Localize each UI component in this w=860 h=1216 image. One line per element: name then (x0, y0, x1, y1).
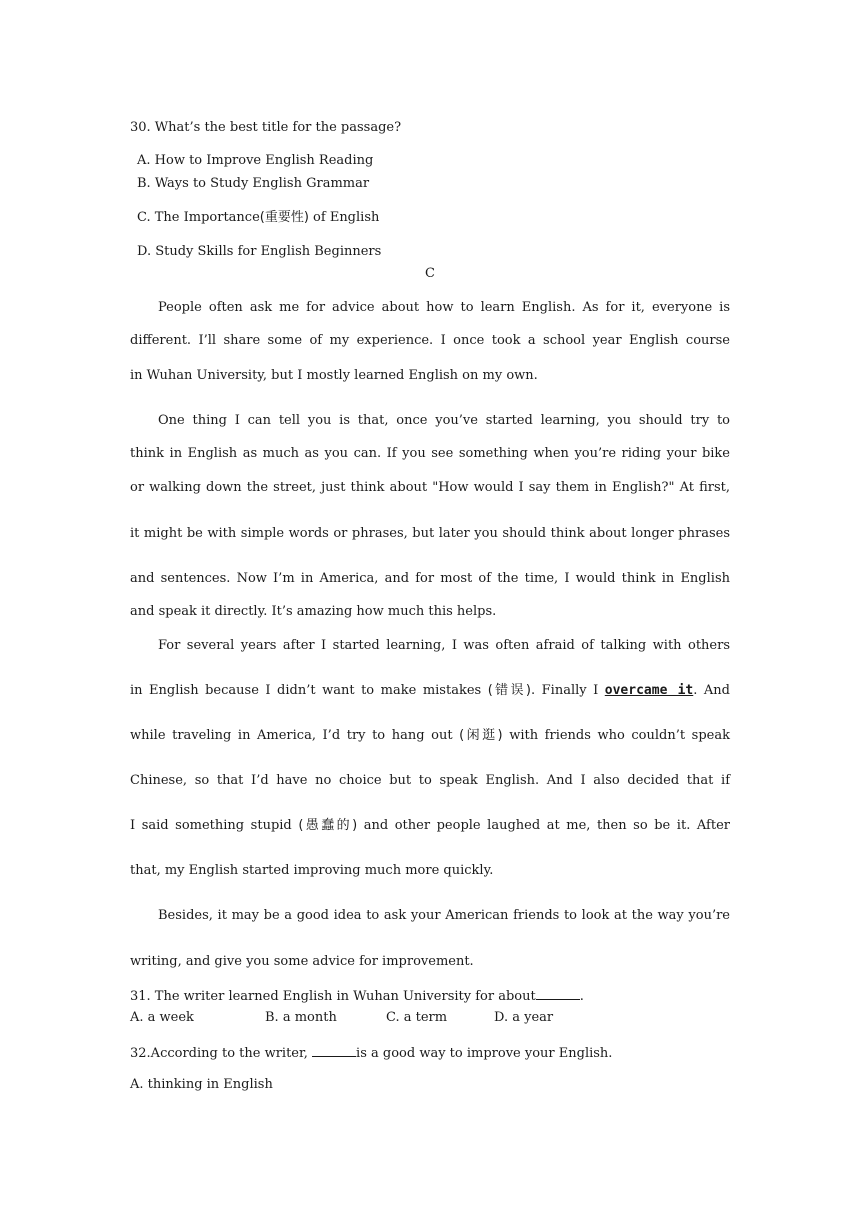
p1-line-2: different. I’ll share some of my experience. I once took a school year English course (130, 333, 730, 348)
p3-line-5-text-b: and other people laughed at me, then so be it. After (357, 818, 730, 833)
p3-line-5 (130, 818, 730, 834)
p3-line-3-text-b: with friends who couldn’t speak (502, 728, 730, 743)
p2-line-5: and sentences. Now I’m in America, and for most of the time, I would think in English (130, 571, 730, 586)
p1-line-1: People often ask me for advice about how to learn English. As for it, everyone is (158, 300, 730, 315)
q30-option-a[interactable]: A. How to Improve English Reading (137, 153, 374, 168)
q31-option-b[interactable]: B. a month (265, 1010, 337, 1025)
p3-line-2-text: in English because I didn’t want to make mistakes (130, 683, 488, 698)
p1-line-3: in Wuhan University, but I mostly learned English on my own. (130, 368, 538, 383)
q32-question (130, 1044, 612, 1062)
p4-line-1: Besides, it may be a good idea to ask your American friends to look at the way you’re (158, 908, 730, 923)
q30-option-d[interactable]: D. Study Skills for English Beginners (137, 244, 382, 259)
p3-line-6: that, my English started improving much more quickly. (130, 863, 494, 878)
p4-line-2: writing, and give you some advice for improvement. (130, 954, 474, 969)
p2-line-4: it might be with simple words or phrases, but later you should think about longer phrases (130, 526, 730, 541)
q32-option-a[interactable]: A. thinking in English (130, 1077, 273, 1092)
q31-question (130, 987, 584, 1005)
section-label: C (425, 266, 435, 281)
p3-underlined-phrase: overcame it (604, 683, 694, 698)
q31-option-d[interactable]: D. a year (494, 1010, 554, 1025)
q31-question-text: 31. The writer learned English in Wuhan University for about (130, 989, 536, 1004)
p2-line-6: and speak it directly. It’s amazing how much this helps. (130, 604, 497, 619)
q32-answer-blank[interactable] (312, 1044, 356, 1057)
p3-line-2-text-c: . And (693, 683, 730, 698)
q31-option-c[interactable]: C. a term (386, 1010, 448, 1025)
p3-line-4: Chinese, so that I’d have no choice but to speak English. And I also decided that if (130, 773, 730, 788)
q30-option-c-text: C. The Importance (137, 210, 260, 225)
p3-line-2 (130, 683, 730, 699)
p2-line-1: One thing I can tell you is that, once you’ve started learning, you should try to (158, 413, 730, 428)
q30-option-c-note: (重要性) (259, 210, 309, 225)
p3-note-mistakes: (错误) (487, 683, 531, 698)
q30-option-b[interactable]: B. Ways to Study English Grammar (137, 176, 370, 191)
q32-question-text-b: is a good way to improve your English. (356, 1046, 613, 1061)
p3-note-stupid: (愚蠢的) (298, 818, 358, 833)
p3-note-hang-out: (闲逛) (459, 728, 503, 743)
p3-line-1: For several years after I started learning, I was often afraid of talking with others (158, 638, 730, 653)
p2-line-2: think in English as much as you can. If you see something when you’re riding your bike (130, 446, 730, 461)
q32-question-text: 32.According to the writer, (130, 1046, 313, 1061)
p3-line-3-text: while traveling in America, I’d try to hang out (130, 728, 460, 743)
q30-option-c[interactable] (137, 210, 379, 226)
q31-question-end: . (579, 989, 584, 1004)
p2-line-3: or walking down the street, just think about "How would I say them in English?" At first, (130, 480, 730, 495)
p3-line-5-text: I said something stupid (130, 818, 299, 833)
q30-option-c-tail: of English (308, 210, 380, 225)
q30-question: 30. What’s the best title for the passage? (130, 120, 402, 135)
p3-line-3 (130, 728, 730, 744)
q31-answer-blank[interactable] (536, 987, 580, 1000)
p3-line-2-text-b: . Finally I (531, 683, 605, 698)
q31-option-a[interactable]: A. a week (130, 1010, 194, 1025)
